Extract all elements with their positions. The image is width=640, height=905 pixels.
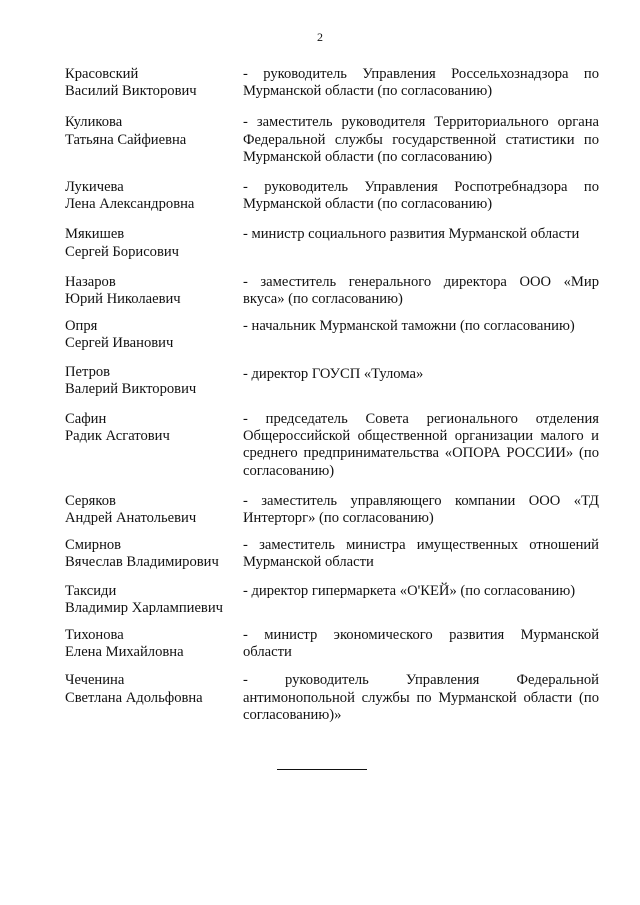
roster-entry <box>65 318 601 352</box>
member-position: - министр экономического развития Мурманской области <box>243 627 599 661</box>
roster-entry <box>65 364 601 400</box>
member-name <box>65 411 240 445</box>
roster-entry <box>65 114 601 166</box>
roster-entry <box>65 179 601 213</box>
member-name <box>65 583 240 617</box>
member-surname: Красовский <box>65 66 139 82</box>
member-given-name: Сергей Борисович <box>65 243 180 260</box>
end-divider <box>277 769 367 770</box>
member-name <box>65 114 240 148</box>
member-name <box>65 493 240 527</box>
roster-entry <box>65 672 601 724</box>
roster-entry <box>65 583 601 617</box>
member-given-name: Радик Асгатович <box>65 428 170 445</box>
member-position: - заместитель генерального директора ООО «Мир вкуса» (по согласованию) <box>243 273 599 308</box>
member-surname: Опря <box>65 318 98 335</box>
member-surname: Таксиди <box>65 582 117 599</box>
member-position: - руководитель Управления Россельхознадзора по Мурманской области (по согласованию) <box>243 66 599 100</box>
member-name <box>65 318 240 352</box>
member-name <box>65 627 240 661</box>
member-surname: Смирнов <box>65 537 122 554</box>
member-given-name: Андрей Анатольевич <box>65 510 197 527</box>
member-roster <box>65 66 601 724</box>
member-surname: Мякишев <box>65 226 125 243</box>
roster-entry <box>65 537 601 571</box>
member-given-name: Владимир Харлампиевич <box>65 599 223 616</box>
member-given-name: Василий Викторович <box>65 83 197 100</box>
member-given-name: Татьяна Сайфиевна <box>65 131 187 148</box>
member-position: - заместитель руководителя Территориального органа Федеральной службы государственной статистики по Мурманской области (по согласованию) <box>243 114 599 165</box>
member-given-name: Вячеслав Владимирович <box>65 554 219 571</box>
roster-entry <box>65 274 601 308</box>
member-position: - директор ГОУСП «Тулома» <box>243 365 424 382</box>
member-given-name: Юрий Николаевич <box>65 291 181 308</box>
member-surname: Назаров <box>65 273 116 290</box>
roster-entry <box>65 66 601 100</box>
member-position: - директор гипермаркета «О'КЕЙ» (по согласованию) <box>243 582 576 599</box>
roster-entry <box>65 411 601 480</box>
member-name <box>65 537 240 571</box>
page-number: 2 <box>317 30 323 44</box>
member-position: - руководитель Управления Федеральной антимонопольной службы по Мурманской области (по согласованию)» <box>243 672 599 723</box>
member-given-name: Елена Михайловна <box>65 644 184 661</box>
member-name <box>65 226 240 260</box>
member-position: - руководитель Управления Роспотребнадзора по Мурманской области (по согласованию) <box>243 179 599 213</box>
member-surname: Лукичева <box>65 179 124 196</box>
member-position: - заместитель управляющего компании ООО «ТД Интерторг» (по согласованию) <box>243 492 599 527</box>
member-name <box>65 66 240 100</box>
member-position: - заместитель министра имущественных отношений Мурманской области <box>243 537 599 571</box>
member-surname: Чеченина <box>65 672 125 689</box>
member-name <box>65 179 240 213</box>
member-position: - министр социального развития Мурманской области <box>243 226 580 243</box>
member-surname: Тихонова <box>65 627 124 644</box>
member-given-name: Сергей Иванович <box>65 335 174 352</box>
member-surname: Сафин <box>65 411 107 427</box>
member-given-name: Светлана Адольфовна <box>65 689 203 706</box>
roster-entry <box>65 493 601 527</box>
member-surname: Петров <box>65 363 111 380</box>
roster-entry <box>65 627 601 661</box>
member-position: - председатель Совета регионального отделения Общероссийской общественной организации малого и среднего предпринимательства «ОПОРА РОССИИ» (по согласованию) <box>243 411 599 479</box>
member-name <box>65 672 240 706</box>
member-name <box>65 274 240 308</box>
member-surname: Куликова <box>65 114 123 131</box>
member-name <box>65 364 240 398</box>
member-position: - начальник Мурманской таможни (по согласованию) <box>243 318 575 335</box>
roster-entry <box>65 226 601 260</box>
member-given-name: Лена Александровна <box>65 196 195 213</box>
member-given-name: Валерий Викторович <box>65 380 197 397</box>
member-surname: Серяков <box>65 492 116 509</box>
